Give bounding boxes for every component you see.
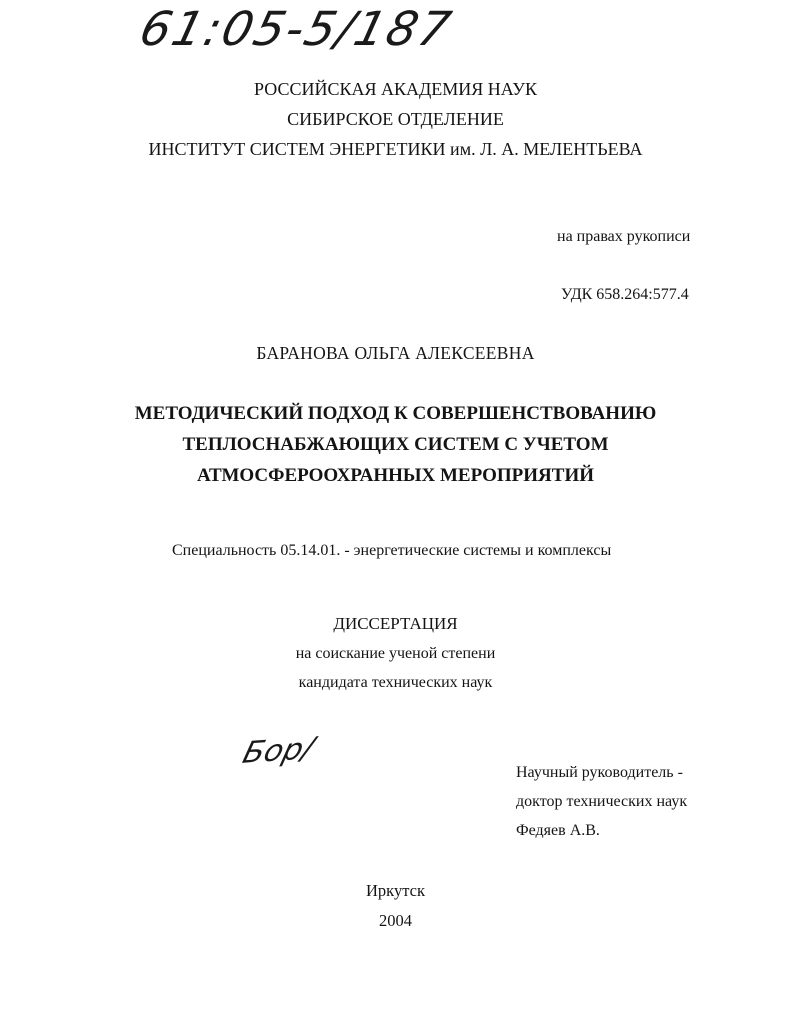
city: Иркутск xyxy=(366,881,425,900)
manuscript-rights-note: на правах рукописи xyxy=(557,228,691,245)
supervisor-name: Федяев А.В. xyxy=(516,822,600,839)
supervisor-role: Научный руководитель - xyxy=(516,764,683,781)
degree-line-1: на соискание ученой степени xyxy=(295,645,496,662)
header-branch: СИБИРСКОЕ ОТДЕЛЕНИЕ xyxy=(287,109,504,129)
thesis-title-line-3: АТМОСФЕРООХРАННЫХ МЕРОПРИЯТИЙ xyxy=(197,465,594,486)
supervisor-degree: доктор технических наук xyxy=(516,793,688,810)
specialty-line: Специальность 05.14.01. - энергетические системы и комплексы xyxy=(172,542,612,559)
thesis-title-line-2: ТЕПЛОСНАБЖАЮЩИХ СИСТЕМ С УЧЕТОМ xyxy=(182,434,609,455)
thesis-title-line-1: МЕТОДИЧЕСКИЙ ПОДХОД К СОВЕРШЕНСТВОВАНИЮ xyxy=(134,403,657,424)
header-academy: РОССИЙСКАЯ АКАДЕМИЯ НАУК xyxy=(254,79,537,99)
header-institute: ИНСТИТУТ СИСТЕМ ЭНЕРГЕТИКИ им. Л. А. МЕЛЕНТЬЕВА xyxy=(148,139,643,159)
degree-line-2: кандидата технических наук xyxy=(298,674,493,691)
handwritten-archive-code: 61:05-5/187 xyxy=(134,2,458,57)
dissertation-label: ДИССЕРТАЦИЯ xyxy=(333,614,458,633)
handwritten-signature: Бор/ xyxy=(239,731,318,771)
udk-code: УДК 658.264:577.4 xyxy=(561,286,689,303)
year: 2004 xyxy=(379,911,412,930)
author-name: БАРАНОВА ОЛЬГА АЛЕКСЕЕВНА xyxy=(256,343,535,363)
